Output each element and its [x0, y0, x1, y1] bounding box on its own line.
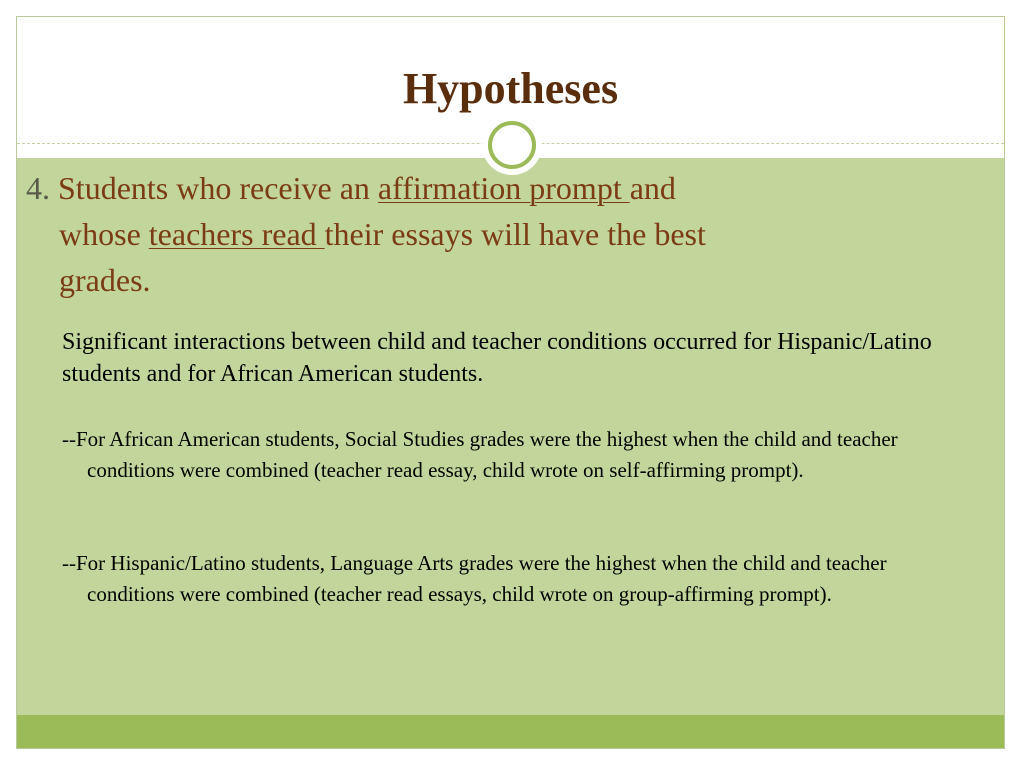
finding-hispanic-latino: --For Hispanic/Latino students, Language Arts grades were the highest when the child and teacher conditions were combined (teacher read essays, child wrote on group-affirming prompt). [62, 551, 887, 606]
footer-band [17, 715, 1004, 749]
hypothesis-underline-affirmation: affirmation prompt [377, 170, 630, 206]
circle-ring-icon [488, 121, 536, 169]
hypothesis-line-2 [26, 211, 956, 257]
hypothesis-line-1 [26, 165, 956, 211]
hypothesis-point [26, 165, 956, 303]
hypothesis-text: whose [59, 216, 149, 252]
finding-summary: Significant interactions between child and teacher conditions occurred for Hispanic/Latino students and for African American students. [62, 329, 932, 387]
hypothesis-line-3 [26, 257, 956, 303]
hypothesis-text: their essays will have the best [324, 216, 706, 252]
slide-title: Hypotheses [402, 64, 619, 113]
hypothesis-text: and [629, 170, 676, 206]
finding-african-american: --For African American students, Social Studies grades were the highest when the child and teacher conditions were combined (teacher read essay, child wrote on self-affirming prompt). [62, 427, 898, 482]
hypothesis-number: 4. [26, 170, 58, 206]
hypothesis-text: grades. [59, 262, 151, 298]
hypothesis-text: Students who receive an [58, 170, 378, 206]
hypothesis-underline-teachers: teachers read [148, 216, 325, 252]
